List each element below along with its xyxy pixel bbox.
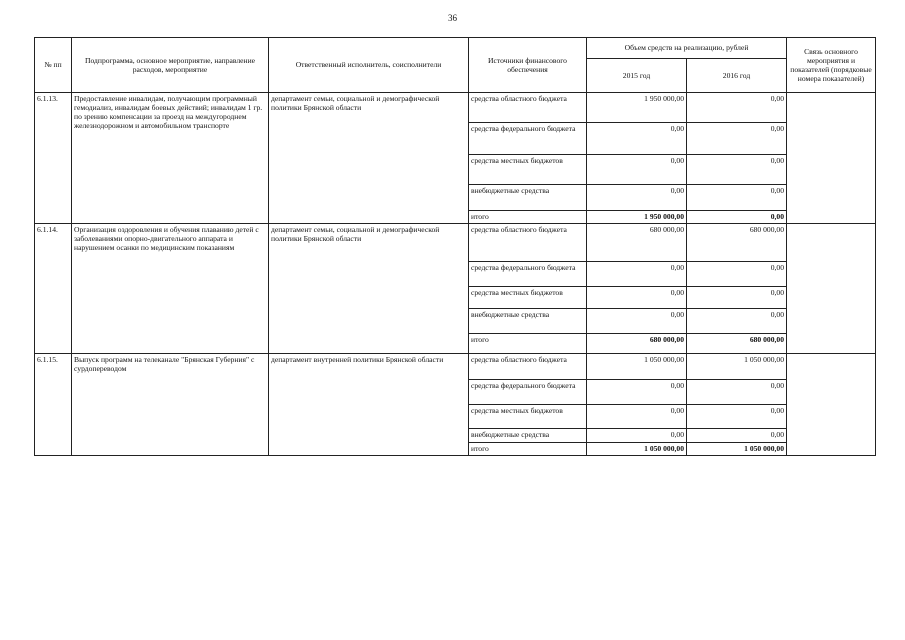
amount-2016: 680 000,00	[687, 224, 787, 262]
table-row	[35, 354, 876, 380]
header-year-2016: 2016 год	[687, 59, 787, 93]
page-number: 36	[448, 13, 457, 23]
source-name: средства федерального бюджета	[469, 262, 587, 287]
source-name: средства областного бюджета	[469, 93, 587, 123]
header-year-2015: 2015 год	[587, 59, 687, 93]
header-program: Подпрограмма, основное мероприятие, направление расходов, мероприятие	[72, 38, 269, 93]
table-row	[35, 224, 876, 262]
header-sources: Источники финансового обеспечения	[469, 38, 587, 93]
source-name: средства областного бюджета	[469, 224, 587, 262]
source-name: средства местных бюджетов	[469, 287, 587, 309]
source-name-total: итого	[469, 334, 587, 354]
budget-table	[34, 37, 876, 456]
row-executor: департамент семьи, социальной и демографической политики Брянской области	[269, 93, 469, 224]
row-number: 6.1.14.	[35, 224, 72, 354]
row-number: 6.1.15.	[35, 354, 72, 456]
source-name: внебюджетные средства	[469, 185, 587, 211]
amount-2015-total: 1 050 000,00	[587, 443, 687, 456]
amount-2016-total: 1 050 000,00	[687, 443, 787, 456]
header-num: № пп	[35, 38, 72, 93]
header-executor: Ответственный исполнитель, соисполнители	[269, 38, 469, 93]
amount-2016: 0,00	[687, 380, 787, 405]
amount-2015: 0,00	[587, 262, 687, 287]
amount-2015: 1 950 000,00	[587, 93, 687, 123]
amount-2015-total: 680 000,00	[587, 334, 687, 354]
amount-2016: 0,00	[687, 123, 787, 155]
row-number: 6.1.13.	[35, 93, 72, 224]
amount-2015: 0,00	[587, 429, 687, 443]
amount-2016: 0,00	[687, 155, 787, 185]
amount-2015: 0,00	[587, 287, 687, 309]
amount-2015: 0,00	[587, 123, 687, 155]
source-name: средства федерального бюджета	[469, 380, 587, 405]
amount-2016: 0,00	[687, 405, 787, 429]
amount-2015: 1 050 000,00	[587, 354, 687, 380]
source-name: средства местных бюджетов	[469, 405, 587, 429]
row-description: Предоставление инвалидам, получающим программный гемодиализ, инвалидам боевых действий; инвалидам 1 гр. по зрению компенсации за проезд на междугороднем железнодорожном и автомобильном транспорте	[72, 93, 269, 224]
amount-2015: 0,00	[587, 380, 687, 405]
amount-2016: 0,00	[687, 287, 787, 309]
row-link	[787, 93, 876, 224]
source-name: средства местных бюджетов	[469, 155, 587, 185]
row-description: Выпуск программ на телеканале "Брянская Губерния" с сурдопереводом	[72, 354, 269, 456]
amount-2016: 0,00	[687, 429, 787, 443]
source-name-total: итого	[469, 211, 587, 224]
source-name: средства федерального бюджета	[469, 123, 587, 155]
source-name-total: итого	[469, 443, 587, 456]
amount-2015: 0,00	[587, 309, 687, 334]
row-link	[787, 224, 876, 354]
amount-2015: 0,00	[587, 185, 687, 211]
amount-2016: 1 050 000,00	[687, 354, 787, 380]
row-executor: департамент семьи, социальной и демографической политики Брянской области	[269, 224, 469, 354]
source-name: внебюджетные средства	[469, 429, 587, 443]
amount-2016: 0,00	[687, 93, 787, 123]
row-description: Организация оздоровления и обучения плаванию детей с заболеваниями опорно-двигательного аппарата и нарушением осанки по медицинским показаниям	[72, 224, 269, 354]
amount-2016: 0,00	[687, 309, 787, 334]
amount-2016-total: 680 000,00	[687, 334, 787, 354]
header-volume: Объем средств на реализацию, рублей	[587, 38, 787, 59]
amount-2015: 680 000,00	[587, 224, 687, 262]
amount-2016-total: 0,00	[687, 211, 787, 224]
amount-2015: 0,00	[587, 155, 687, 185]
amount-2016: 0,00	[687, 262, 787, 287]
row-link	[787, 354, 876, 456]
source-name: средства областного бюджета	[469, 354, 587, 380]
source-name: внебюджетные средства	[469, 309, 587, 334]
table-row	[35, 93, 876, 123]
header-link: Связь основного мероприятия и показателей (порядковые номера показателей)	[787, 38, 876, 93]
amount-2015: 0,00	[587, 405, 687, 429]
row-executor: департамент внутренней политики Брянской области	[269, 354, 469, 456]
amount-2015-total: 1 950 000,00	[587, 211, 687, 224]
amount-2016: 0,00	[687, 185, 787, 211]
